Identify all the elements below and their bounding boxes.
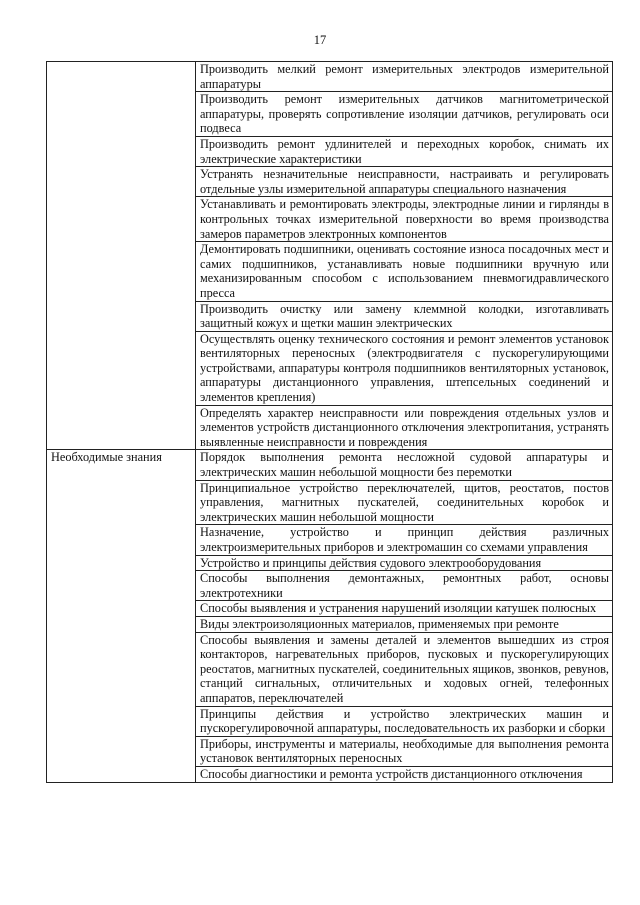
skills-item: Производить очистку или замену клеммной колодки, изготавливать защитный кожух и щетки машин электрических <box>196 301 613 331</box>
skills-item: Производить ремонт удлинителей и переходных коробок, снимать их электрические характеристики <box>196 136 613 166</box>
knowledge-item: Способы выполнения демонтажных, ремонтных работ, основы электротехники <box>196 571 613 601</box>
skills-item: Определять характер неисправности или повреждения отдельных узлов и элементов устройств дистанционного отключения электропитания, устранять выявленные неисправности и повреждения <box>196 405 613 450</box>
table-row <box>47 450 613 480</box>
knowledge-item: Виды электроизоляционных материалов, применяемых при ремонте <box>196 616 613 632</box>
skills-label-cell <box>47 62 196 450</box>
knowledge-item: Принципы действия и устройство электрических машин и пускорегулировочной аппаратуры, последовательность их разборки и сборки <box>196 706 613 736</box>
knowledge-label: Необходимые знания <box>47 450 196 782</box>
skills-item: Демонтировать подшипники, оценивать состояние износа посадочных мест и самих подшипников, устанавливать новые подшипники вручную или механизированным способом с использованием пневмогидравлического пресса <box>196 242 613 301</box>
knowledge-item: Принципиальное устройство переключателей, щитов, реостатов, постов управления, магнитных пускателей, соединительных коробок и электрических машин небольшой мощности <box>196 480 613 525</box>
skills-item: Производить мелкий ремонт измерительных электродов измерительной аппаратуры <box>196 62 613 92</box>
skills-item: Устранять незначительные неисправности, настраивать и регулировать отдельные узлы измерительной аппаратуры специального назначения <box>196 167 613 197</box>
qualification-table <box>46 61 613 783</box>
knowledge-item: Назначение, устройство и принцип действия различных электроизмерительных приборов и электромашин со схемами управления <box>196 525 613 555</box>
knowledge-item: Способы диагностики и ремонта устройств дистанционного отключения <box>196 766 613 782</box>
knowledge-item: Порядок выполнения ремонта несложной судовой аппаратуры и электрических машин небольшой мощности без перемотки <box>196 450 613 480</box>
skills-item: Производить ремонт измерительных датчиков магнитометрической аппаратуры, проверять сопротивление изоляции датчиков, регулировать оси подвеса <box>196 92 613 137</box>
skills-item: Осуществлять оценку технического состояния и ремонт элементов установок вентиляторных переносных (электродвигателя с пускорегулирующими устройствами, аппаратуры контроля подшипников вентиляторных установок, аппаратуры дистанционного управления, штепсельных соединений и элементов крепления) <box>196 331 613 405</box>
page-number: 17 <box>313 33 327 47</box>
knowledge-item: Способы выявления и замены деталей и элементов вышедших из строя контакторов, нагревательных приборов, пусковых и пускорегулирующих реостатов, магнитных пускателей, соединительных ящиков, звонков, ревунов, станций сигнальных, отличительных и ходовых огней, телефонных аппаратов, переключателей <box>196 632 613 706</box>
knowledge-item: Приборы, инструменты и материалы, необходимые для выполнения ремонта установок вентиляторных переносных <box>196 736 613 766</box>
knowledge-item: Способы выявления и устранения нарушений изоляции катушек полюсных <box>196 601 613 617</box>
knowledge-item: Устройство и принципы действия судового электрооборудования <box>196 555 613 571</box>
skills-item: Устанавливать и ремонтировать электроды, электродные линии и гирлянды в контрольных точках измерительной поверхности во время производства замеров параметров электронных компонентов <box>196 197 613 242</box>
table-row <box>47 62 613 92</box>
